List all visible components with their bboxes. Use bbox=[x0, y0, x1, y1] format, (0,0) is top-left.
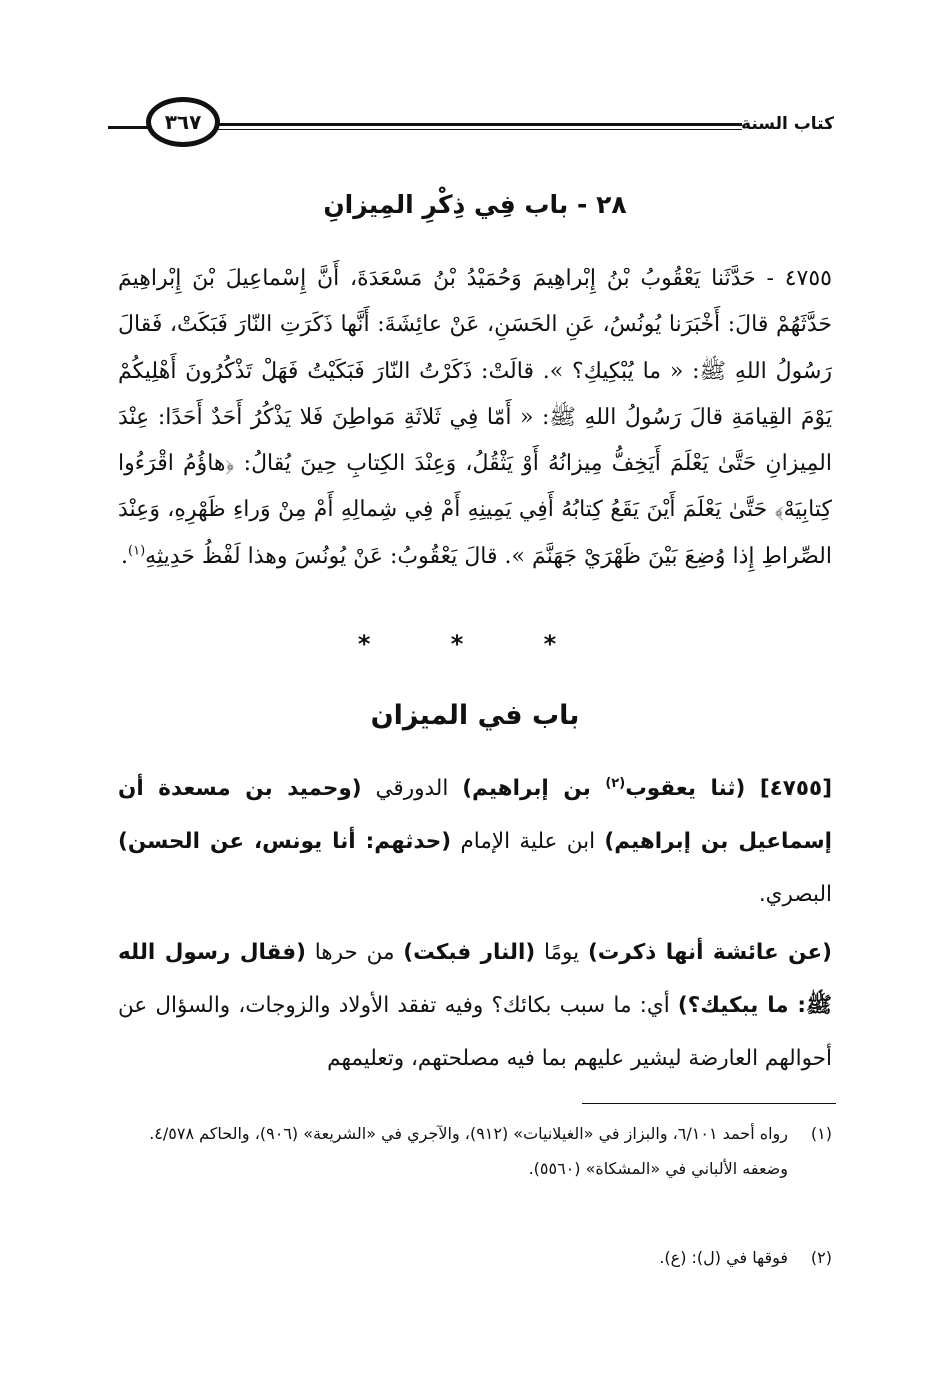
commentary-text: ابن علية الإمام bbox=[451, 829, 605, 854]
hadith-text bbox=[118, 256, 832, 580]
matn-quote: (حدثهم: أنا يونس، عن الحسن) bbox=[118, 829, 452, 854]
footnote-text: وضعفه الألباني في «المشكاة» (٥٥٦٠). bbox=[528, 1159, 788, 1178]
matn-quote: (فقال رسول الله ﷺ: ما يبكيك؟) bbox=[118, 940, 832, 1018]
footnote-rule bbox=[582, 1103, 836, 1104]
matn-quote: بن إبراهيم) bbox=[462, 776, 606, 801]
commentary-title: باب في الميزان bbox=[370, 700, 580, 731]
commentary-text: أي: ما سبب بكائك؟ وفيه تفقد الأولاد والزوجات، والسؤال عن أحوالهم العارضة ليشير عليهم بما فيه مصلحتهم، وتعليمهم bbox=[118, 993, 832, 1071]
matn-quote: (وحميد بن مسعدة أن إسماعيل بن إبراهيم) bbox=[118, 776, 832, 854]
commentary-text: الدورقي bbox=[361, 776, 463, 801]
footnote-number: (٢) bbox=[810, 1248, 832, 1267]
commentary-paragraph-2 bbox=[118, 926, 832, 1085]
commentary-paragraph-1 bbox=[118, 762, 832, 921]
matn-quote: (عن عائشة أنها ذكرت) bbox=[587, 940, 832, 965]
matn-quote: [٤٧٥٥] (ثنا يعقوب bbox=[625, 776, 833, 801]
section-separator: * * * bbox=[357, 630, 593, 658]
footnote-ref-2: (٢) bbox=[605, 775, 626, 791]
page-header bbox=[108, 92, 834, 156]
footnote-ref-1: (١) bbox=[128, 543, 146, 559]
page-number: ٣٦٧ bbox=[164, 110, 202, 134]
book-title: كتاب السنة bbox=[741, 114, 834, 134]
commentary-text: من حرها bbox=[305, 940, 404, 965]
matn-quote: (النار فبكت) bbox=[403, 940, 536, 965]
chapter-title: ٢٨ - باب فِي ذِكْرِ المِيزانِ bbox=[323, 190, 627, 219]
commentary-text: البصري. bbox=[758, 882, 832, 907]
header-rule-thin bbox=[206, 129, 742, 130]
hadith-body: ٤٧٥٥ - حَدَّثَنا يَعْقُوبُ بْنُ إِبْراهِيمَ وَحُمَيْدُ بْنُ مَسْعَدَةَ، أَنَّ إِسْماعِيلَ بْنَ إِبْراهِيمَ حَدَّثَهُمْ قالَ: أَخْبَرَنا يُونُسُ، عَنِ الحَسَنِ، عَنْ عائِشَةَ: أَنَّها ذَكَرَتِ النّارَ فَبَكَتْ، فَقالَ رَسُولُ اللهِ ﷺ: « ما يُبْكِيكِ؟ ». قالَتْ: ذَكَرْتُ النّارَ فَبَكَيْتُ فَهَلْ تَذْكُرُونَ أَهْلِيكُمْ يَوْمَ القِيامَةِ قالَ رَسُولُ اللهِ ﷺ: « أَمّا فِي ثَلاثَةِ مَواطِنَ فَلا يَذْكُرُ أَحَدٌ أَحَدًا: عِنْدَ المِيزانِ حَتَّىٰ يَعْلَمَ أَيَخِفُّ مِيزانُهُ أَوْ يَثْقُلُ، وَعِنْدَ الكِتابِ حِينَ يُقالُ: ﴿هاؤُمُ اقْرَءُوا كِتابِيَهْ﴾ حَتَّىٰ يَعْلَمَ أَيْنَ يَقَعُ كِتابُهُ أَفِي يَمِينِهِ أَمْ فِي شِمالِهِ أَمْ مِنْ وَراءِ ظَهْرِهِ، وَعِنْدَ الصِّراطِ إِذا وُضِعَ بَيْنَ ظَهْرَيْ جَهَنَّمَ ». قالَ يَعْقُوبُ: عَنْ يُونُسَ وهذا لَفْظُ حَدِيثِهِ bbox=[118, 266, 832, 569]
footnote-1 bbox=[118, 1116, 832, 1186]
commentary-text: يومًا bbox=[535, 940, 588, 965]
header-rule bbox=[206, 123, 742, 126]
footnote-2 bbox=[118, 1240, 832, 1275]
footnote-text: رواه أحمد ٦/١٠١، والبزاز في «الغيلانيات» (٩١٢)، والآجري في «الشريعة» (٩٠٦)، والحاكم ٤/٥٧٨. bbox=[149, 1124, 788, 1143]
footnote-text: فوقها في (ل): (ع). bbox=[659, 1248, 788, 1267]
hadith-end: . bbox=[121, 543, 129, 569]
footnote-number: (١) bbox=[810, 1124, 832, 1143]
page-number-frame bbox=[146, 97, 220, 147]
